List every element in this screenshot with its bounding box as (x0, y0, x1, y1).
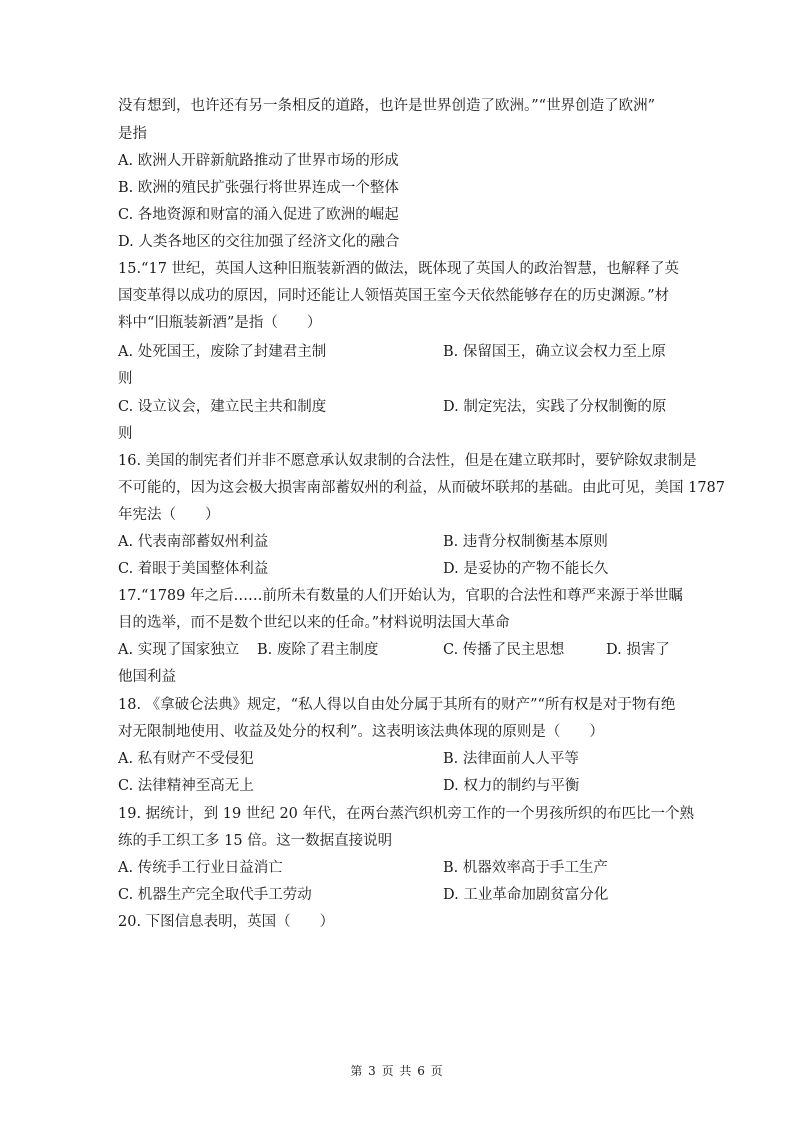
q16-text-line-2: 不可能的，因为这会极大损害南部蓄奴州的利益，从而破坏联邦的基础。由此可见，美国 1787 (118, 480, 726, 496)
q18-text-line-1: 18. 《拿破仑法典》规定，“私人得以自由处分属于其所有的财产”“所有权是对于物有绝 (118, 697, 676, 713)
q20-text-line-1: 20. 下图信息表明，英国（ ） (118, 914, 335, 930)
q15-text-line-3: 料中“旧瓶装新酒”是指（ ） (118, 315, 322, 331)
q17-text-line-1: 17.“1789 年之后……前所未有数量的人们开始认为，官职的合法性和尊严来源于举世瞩 (118, 588, 683, 604)
q14-text-line-2: 是指 (118, 126, 147, 142)
q14-option-b: B. 欧洲的殖民扩张强行将世界连成一个整体 (118, 180, 399, 196)
q17-option-b: B. 废除了君主制度 (257, 642, 379, 658)
q15-option-a: A. 处死国王，废除了封建君主制 (118, 344, 327, 360)
q15-option-d-wrap: 则 (118, 426, 133, 442)
q19-option-d: D. 工业革命加剧贫富分化 (443, 887, 609, 903)
q17-option-c: C. 传播了民主思想 (443, 642, 565, 658)
q16-option-b: B. 违背分权制衡基本原则 (443, 534, 608, 550)
q14-option-c: C. 各地资源和财富的涌入促进了欧洲的崛起 (118, 207, 399, 223)
q19-text-line-1: 19. 据统计，到 19 世纪 20 年代，在两台蒸汽织机旁工作的一个男孩所织的布匹比一个熟 (118, 806, 695, 822)
page-footer: 第 3 页 共 6 页 (350, 1064, 444, 1078)
q16-option-d: D. 是妥协的产物不能长久 (443, 561, 609, 577)
q17-option-d-wrap: 他国利益 (118, 669, 176, 685)
q15-option-c: C. 设立议会，建立民主共和制度 (118, 399, 327, 415)
q15-option-b: B. 保留国王，确立议会权力至上原 (443, 344, 666, 360)
q17-option-d: D. 损害了 (606, 642, 670, 658)
q18-option-c: C. 法律精神至高无上 (118, 778, 254, 794)
q16-text-line-1: 16. 美国的制宪者们并非不愿意承认奴隶制的合法性，但是在建立联邦时，要铲除奴隶制是 (118, 453, 697, 469)
q14-text-line-1: 没有想到，也许还有另一条相反的道路，也许是世界创造了欧洲。”“世界创造了欧洲” (118, 98, 655, 114)
q18-text-line-2: 对无限制地使用、收益及处分的权利”。这表明该法典体现的原则是（ ） (118, 724, 604, 740)
q16-text-line-3: 年宪法（ ） (118, 507, 220, 523)
q19-option-b: B. 机器效率高于手工生产 (443, 860, 608, 876)
q19-text-line-2: 练的手工织工多 15 倍。这一数据直接说明 (118, 833, 393, 849)
q18-option-b: B. 法律面前人人平等 (443, 751, 579, 767)
q18-option-d: D. 权力的制约与平衡 (443, 778, 580, 794)
q15-text-line-1: 15.“17 世纪，英国人这种旧瓶装新酒的做法，既体现了英国人的政治智慧，也解释了英 (118, 261, 680, 277)
q17-text-line-2: 目的选举，而不是数个世纪以来的任命。”材料说明法国大革命 (118, 615, 510, 631)
q19-option-a: A. 传统手工行业日益消亡 (118, 860, 283, 876)
q18-option-a: A. 私有财产不受侵犯 (118, 751, 254, 767)
q14-option-d: D. 人类各地区的交往加强了经济文化的融合 (118, 234, 400, 250)
q16-option-a: A. 代表南部蓄奴州利益 (118, 534, 269, 550)
q15-option-d: D. 制定宪法，实践了分权制衡的原 (443, 399, 667, 415)
q17-option-a: A. 实现了国家独立 (118, 642, 240, 658)
q15-option-b-wrap: 则 (118, 371, 133, 387)
q16-option-c: C. 着眼于美国整体利益 (118, 561, 269, 577)
q19-option-c: C. 机器生产完全取代手工劳动 (118, 887, 312, 903)
q15-text-line-2: 国变革得以成功的原因，同时还能让人领悟英国王室今天依然能够存在的历史渊源。”材 (118, 288, 670, 304)
q14-option-a: A. 欧洲人开辟新航路推动了世界市场的形成 (118, 153, 399, 169)
